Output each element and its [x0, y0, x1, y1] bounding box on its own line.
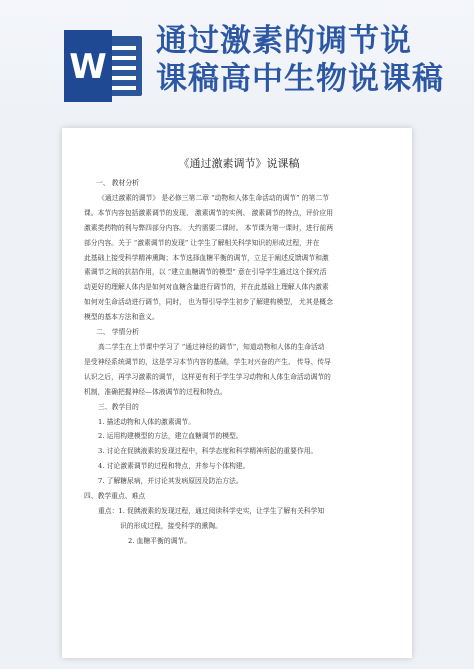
paragraph-line: 高二学生在上节课中学习了 “通过神经的调节”，知道动物和人体的生命活动 [98, 342, 325, 351]
word-document-icon [60, 30, 146, 102]
paragraph-line: 《通过激素的调节》 是必修三第二章 “动物和人体生命活动的调节” 的第二节 [98, 193, 329, 202]
section-heading: 二、 学情分析 [96, 328, 139, 337]
banner-title-line2: 课稿高中生物说课稿 [156, 61, 444, 97]
banner-title-line1: 通过激素的调节说 [156, 23, 412, 59]
paragraph-line: 2. 血糖平衡的调节。 [128, 536, 192, 545]
paragraph-line: 动更好的理解人体内是如何对血糖含量进行调节的，并在此基础上理解人体内激素 [84, 283, 329, 292]
paragraph-line: 是受神经系统调节的，这是学习本节内容的基础，学生对兴奋的产生、 传导、传导 [84, 357, 331, 366]
paragraph-line: 激素类药物的利与弊四部分内容。 大约需要二课时。 本节课为第一课时，进行前两 [84, 223, 334, 232]
section-heading: 三、教学目的 [98, 402, 139, 411]
section-heading: 一、 教材分析 [96, 179, 139, 187]
paragraph-line: 课。本节内容包括激素调节的发现、 激素调节的实例、 激素调节的特点，评价应用 [84, 208, 334, 217]
paragraph-line: 此基础上接受科学精神熏陶；本节选择血糖平衡的调节，立足于阐述反馈调节和激 [84, 253, 329, 262]
paragraph-line: 模型的基本方法和意义。 [84, 313, 159, 322]
list-item: 1. 描述动物和人体的激素调节。 [98, 417, 196, 426]
paragraph-line: 如何对生命活动进行调节，同时， 也为帮引导学生初步了解建构模型， 尤其是概念 [84, 298, 334, 307]
list-item: 2. 运用构建模型的方法，建立血糖调节的模型。 [98, 432, 243, 441]
list-item: 4. 讨论激素调节的过程和特点，并参与个体构建。 [98, 462, 250, 471]
list-item: 3. 讨论在促胰液素的发现过程中，科学态度和科学精神所起的重要作用。 [98, 447, 318, 456]
document-page [62, 128, 412, 658]
paragraph-line: 素调节之间的抗拮作用，以 “建立血糖调节的模型” 意在引导学生通过这个探究活 [84, 268, 327, 277]
list-item: 7. 了解糖尿病，并讨论其发病原因及防治方法。 [98, 477, 243, 486]
document-body [84, 156, 394, 549]
banner [0, 0, 474, 118]
paragraph-line: 重点：1. 促胰液素的发现过程，通过阅读科学史实，让学生了解有关科学知 [98, 506, 325, 515]
banner-title [156, 22, 466, 98]
paragraph-line: 机制，准确把握神经—体液调节的过程和特点。 [84, 387, 227, 396]
word-icon-letter: W [69, 47, 107, 87]
paragraph-line: 认识之后，再学习激素的调节， 这样更有利于学生学习动物和人体生命活动调节的 [84, 372, 331, 381]
paragraph-line: 部分内容。关于 “激素调节的发现” 让学生了解相关科学知识的形成过程，并在 [84, 238, 320, 247]
section-heading: 四、教学重点、难点 [84, 492, 146, 501]
paragraph-line: 识的形成过程，接受科学的熏陶。 [120, 521, 222, 530]
document-title: 《通过激素调节》说课稿 [178, 157, 300, 170]
